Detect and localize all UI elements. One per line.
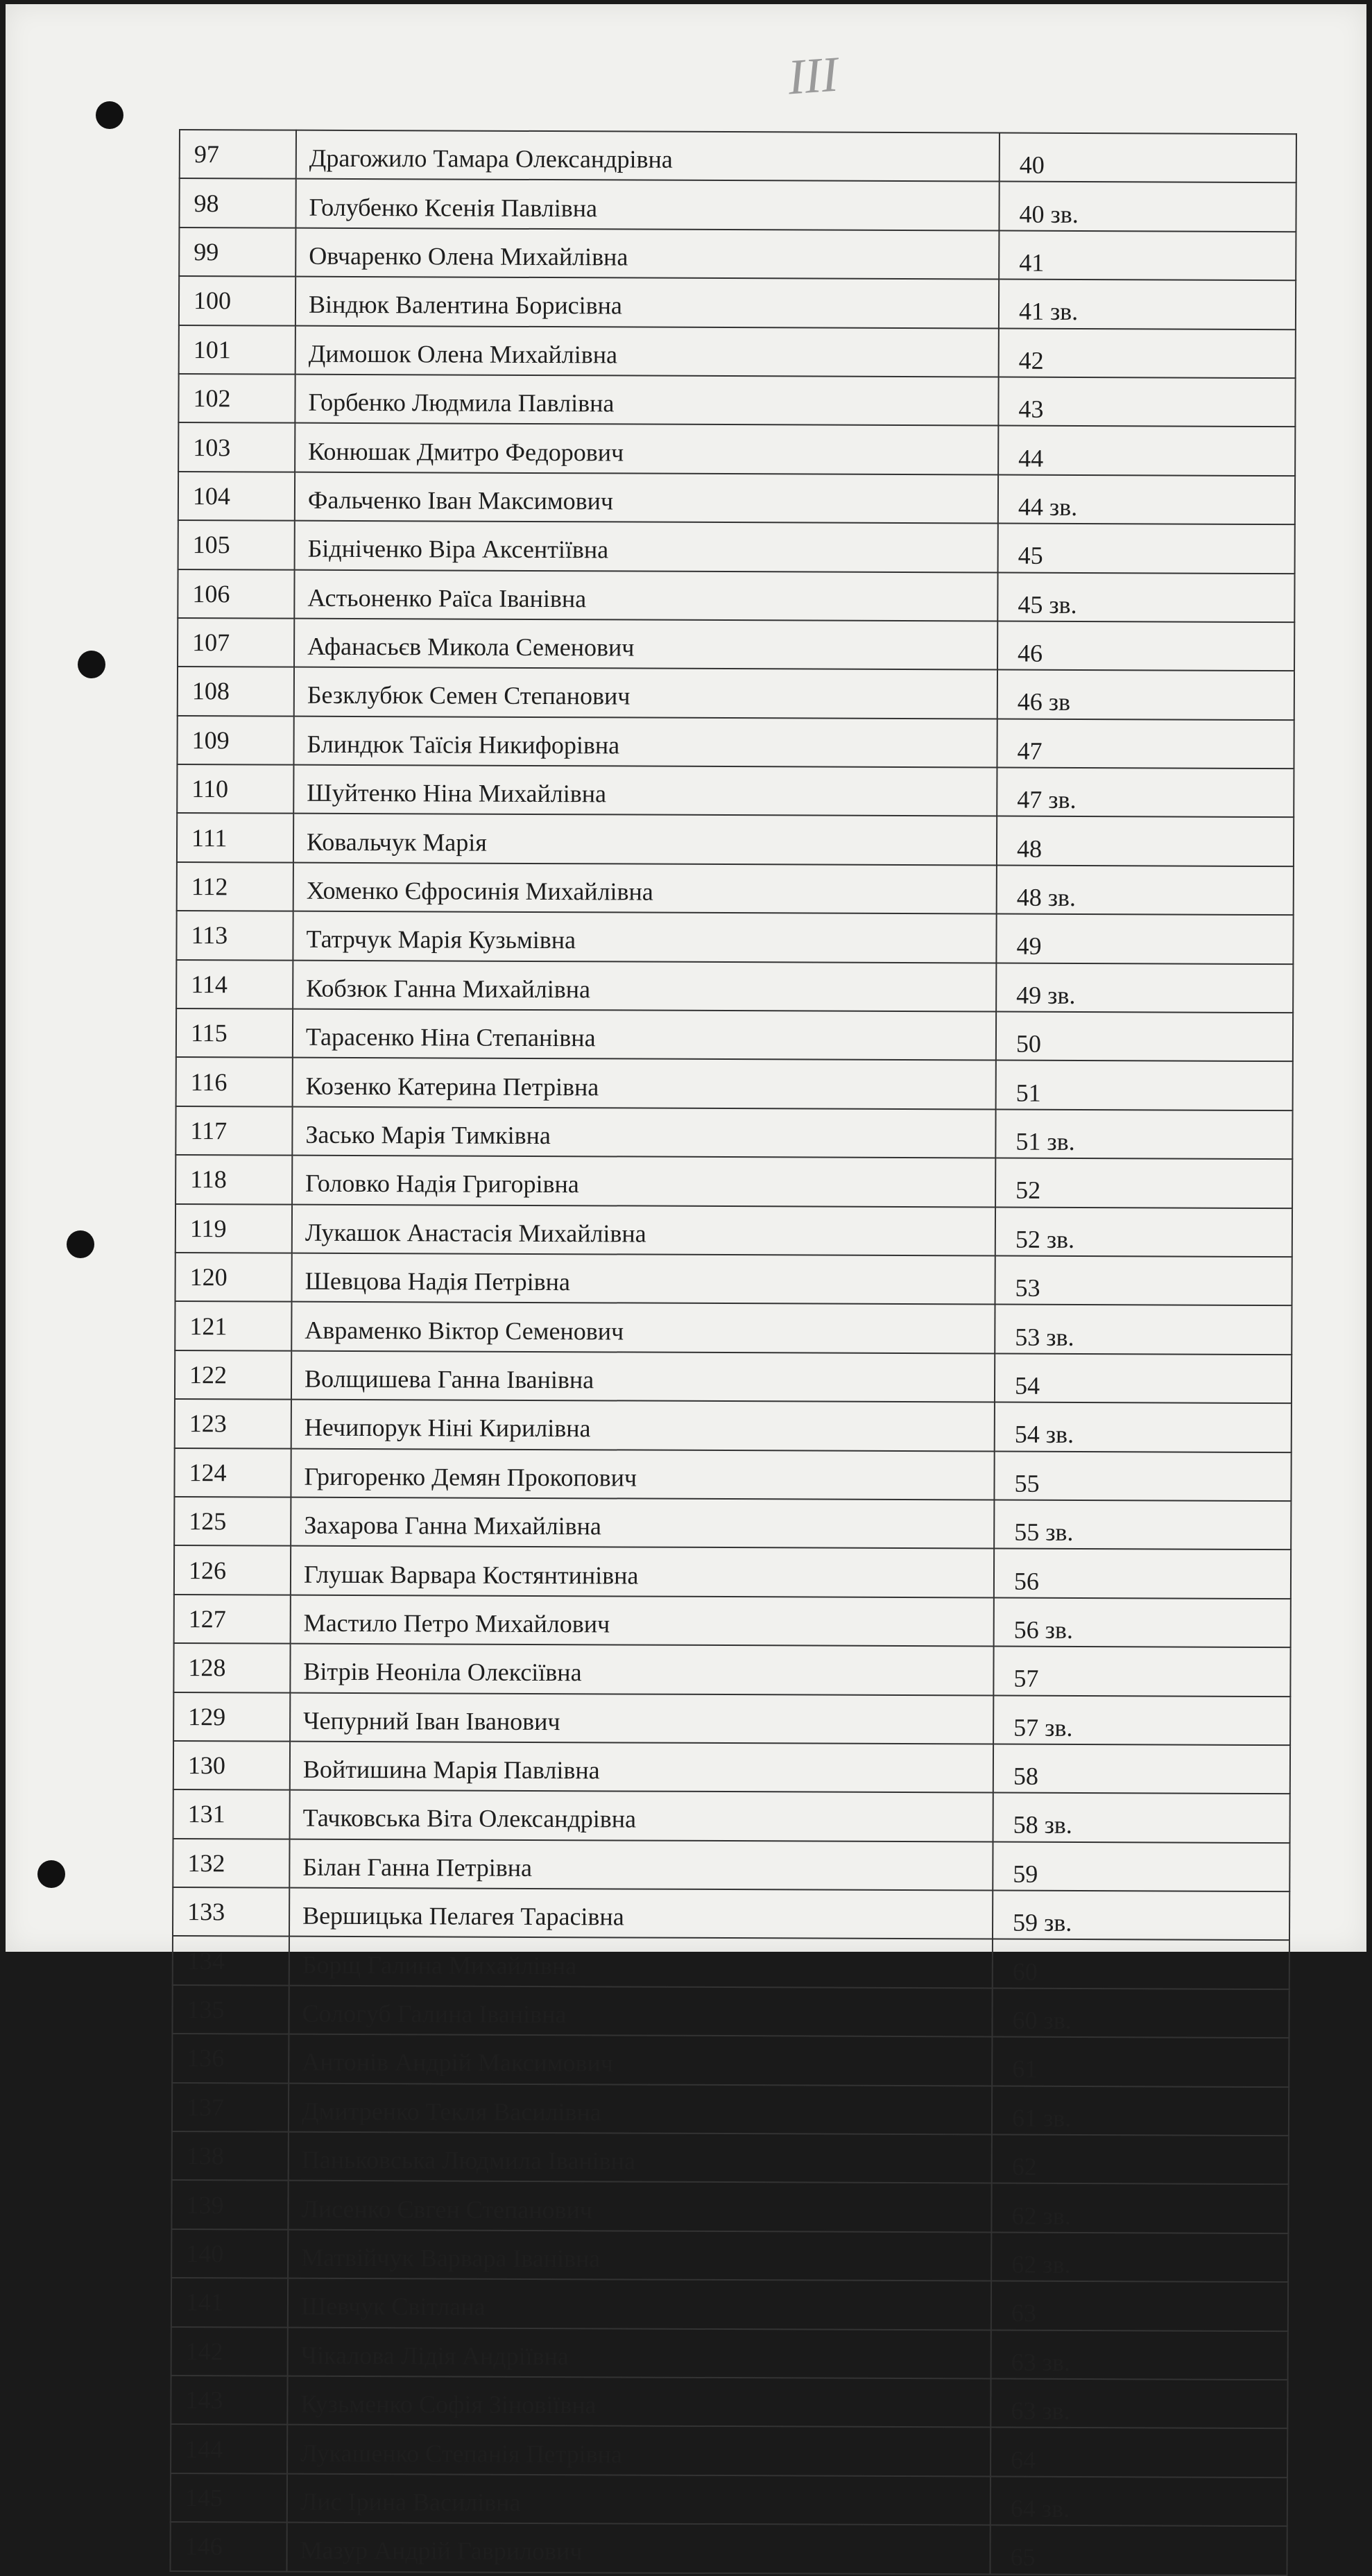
burial-register-table bbox=[169, 129, 1297, 2576]
row-number: 133 bbox=[173, 1887, 289, 1937]
table-row bbox=[176, 911, 1293, 964]
plot-number: 63 зв. bbox=[991, 2330, 1288, 2380]
person-name: Астьоненко Раїса Іванівна bbox=[294, 569, 997, 621]
row-number: 104 bbox=[178, 472, 295, 521]
row-number: 102 bbox=[178, 374, 295, 423]
row-number: 109 bbox=[177, 716, 293, 765]
table-row bbox=[171, 2327, 1288, 2380]
person-name: Чепурний Іван Іванович bbox=[290, 1692, 993, 1744]
person-name: Шевцова Надія Петрівна bbox=[292, 1253, 995, 1305]
plot-number: 40 зв. bbox=[999, 182, 1296, 232]
table-row bbox=[171, 2278, 1288, 2331]
table-row bbox=[178, 374, 1295, 427]
row-number: 111 bbox=[177, 813, 293, 862]
plot-number: 62 зв. bbox=[991, 2183, 1288, 2233]
table-row bbox=[174, 1497, 1291, 1550]
person-name: Білан Ганна Петрівна bbox=[289, 1839, 993, 1890]
plot-number: 62 зв. bbox=[991, 2232, 1288, 2282]
table-row bbox=[179, 178, 1296, 232]
plot-number: 65 bbox=[990, 2525, 1287, 2575]
row-number: 130 bbox=[173, 1741, 290, 1790]
table-row bbox=[177, 813, 1294, 866]
plot-number: 40 bbox=[1000, 133, 1296, 183]
person-name: Лукашок Анастасія Михайлівна bbox=[292, 1204, 995, 1255]
table-row bbox=[178, 520, 1295, 574]
table-row bbox=[177, 764, 1294, 818]
table-row bbox=[180, 130, 1296, 183]
person-name: Шевчук Світлана bbox=[288, 2278, 991, 2330]
plot-number: 51 зв. bbox=[995, 1109, 1292, 1159]
person-name: Голубенко Ксенія Павлівна bbox=[295, 179, 999, 230]
row-number: 124 bbox=[174, 1448, 291, 1497]
plot-number: 55 bbox=[994, 1451, 1291, 1501]
row-number: 107 bbox=[178, 618, 294, 667]
table-row bbox=[171, 2229, 1288, 2283]
person-name: Татрчук Марія Кузьмівна bbox=[293, 911, 996, 963]
row-number: 114 bbox=[176, 960, 293, 1009]
plot-number: 62 bbox=[992, 2135, 1289, 2185]
row-number: 122 bbox=[175, 1350, 291, 1400]
table-row bbox=[177, 862, 1294, 916]
plot-number: 64 bbox=[991, 2428, 1287, 2478]
person-name: Кобзюк Ганна Михайлівна bbox=[293, 960, 996, 1011]
row-number: 99 bbox=[179, 227, 295, 277]
punch-hole bbox=[37, 1860, 65, 1888]
table-row bbox=[175, 1106, 1292, 1160]
plot-number: 44 зв. bbox=[998, 474, 1295, 524]
row-number: 128 bbox=[173, 1643, 290, 1692]
row-number: 116 bbox=[176, 1057, 293, 1106]
plot-number: 53 зв. bbox=[995, 1305, 1292, 1355]
person-name: Мазур Андрій Гаврилович bbox=[286, 2523, 990, 2574]
table-row bbox=[175, 1155, 1292, 1208]
row-number: 125 bbox=[174, 1497, 291, 1546]
person-name: Сологуб Галина Іванівна bbox=[289, 1985, 992, 2036]
person-name: Віндюк Валентина Борисівна bbox=[295, 277, 999, 328]
person-name: Лисенко Євген Степанович bbox=[288, 2181, 991, 2232]
table-row bbox=[173, 1643, 1290, 1697]
table-row bbox=[176, 1057, 1293, 1110]
page-mark: III bbox=[786, 46, 840, 105]
table-row bbox=[173, 1887, 1289, 1941]
plot-number: 54 bbox=[995, 1353, 1292, 1403]
person-name: Чікалова Лідія Андріївна bbox=[288, 2327, 991, 2378]
plot-number: 53 bbox=[995, 1256, 1292, 1306]
row-number: 136 bbox=[172, 2034, 289, 2083]
table-row bbox=[173, 1741, 1290, 1794]
table-row bbox=[178, 422, 1295, 476]
row-number: 113 bbox=[176, 911, 293, 960]
person-name: Хоменко Єфросинія Михайлівна bbox=[293, 863, 997, 914]
row-number: 121 bbox=[175, 1301, 291, 1350]
row-number: 112 bbox=[177, 862, 293, 911]
plot-number: 63 bbox=[991, 2281, 1288, 2331]
row-number: 120 bbox=[175, 1253, 292, 1302]
row-number: 110 bbox=[177, 764, 293, 814]
table-row bbox=[179, 276, 1296, 329]
person-name: Конюшак Дмитро Федорович bbox=[295, 423, 998, 474]
plot-number: 54 зв. bbox=[995, 1402, 1292, 1452]
person-name: Вершицька Пелагея Тарасівна bbox=[289, 1888, 993, 1939]
row-number: 105 bbox=[178, 520, 295, 569]
row-number: 143 bbox=[171, 2376, 287, 2425]
row-number: 118 bbox=[175, 1155, 292, 1204]
plot-number: 50 bbox=[996, 1012, 1293, 1062]
person-name: Глушак Варвара Костянтинівна bbox=[291, 1546, 994, 1597]
table-row bbox=[170, 2522, 1287, 2575]
row-number: 98 bbox=[179, 178, 295, 227]
table-row bbox=[173, 1692, 1290, 1745]
person-name: Тарасенко Ніна Степанівна bbox=[293, 1009, 996, 1061]
plot-number: 51 bbox=[996, 1061, 1293, 1110]
plot-number: 60 зв. bbox=[992, 1988, 1289, 2038]
plot-number: 49 bbox=[996, 914, 1293, 964]
row-number: 123 bbox=[175, 1399, 291, 1448]
row-number: 117 bbox=[175, 1106, 292, 1156]
plot-number: 59 зв. bbox=[993, 1891, 1289, 1941]
person-name: Войтишина Марія Павлівна bbox=[290, 1742, 993, 1793]
table-row bbox=[175, 1253, 1292, 1306]
table-row bbox=[176, 960, 1293, 1013]
table-row bbox=[171, 2424, 1287, 2478]
table-row bbox=[174, 1448, 1291, 1502]
table-row bbox=[172, 2083, 1289, 2136]
row-number: 119 bbox=[175, 1204, 292, 1253]
table-row bbox=[175, 1399, 1292, 1452]
person-name: Афанасьєв Микола Семенович bbox=[294, 619, 997, 670]
person-name: Дмитренко Текля Василівна bbox=[289, 2083, 992, 2134]
person-name: Борщ Галина Михайлівна bbox=[289, 1937, 993, 1988]
row-number: 100 bbox=[179, 276, 295, 325]
plot-number: 61 зв. bbox=[992, 2086, 1289, 2136]
plot-number: 48 зв. bbox=[997, 865, 1294, 915]
plot-number: 43 bbox=[998, 377, 1295, 427]
table-row bbox=[178, 667, 1294, 720]
person-name: Антонів Андрій Максимович bbox=[289, 2034, 992, 2086]
plot-number: 60 bbox=[993, 1939, 1289, 1989]
table-row bbox=[174, 1595, 1291, 1648]
table-row bbox=[178, 472, 1295, 525]
row-number: 139 bbox=[171, 2180, 288, 2229]
table-row bbox=[173, 1936, 1289, 1989]
table-row bbox=[176, 1008, 1293, 1062]
table-row bbox=[174, 1545, 1291, 1599]
row-number: 129 bbox=[173, 1692, 290, 1741]
plot-number: 57 зв. bbox=[993, 1695, 1290, 1745]
person-name: Безклубюк Семен Степанович bbox=[294, 667, 997, 719]
person-name: Козенко Катерина Петрівна bbox=[293, 1058, 996, 1109]
row-number: 145 bbox=[171, 2473, 287, 2523]
table-row bbox=[171, 2376, 1287, 2429]
row-number: 138 bbox=[172, 2131, 289, 2181]
row-number: 106 bbox=[178, 569, 294, 619]
person-name: Лукашенко Степанія Петрівна bbox=[287, 2425, 991, 2476]
table-row bbox=[175, 1204, 1292, 1257]
person-name: Овчаренко Олена Михайлівна bbox=[295, 227, 999, 279]
person-name: Фальченко Іван Максимович bbox=[295, 472, 998, 523]
person-name: Блиндюк Таїсія Никифорівна bbox=[293, 716, 997, 767]
punch-hole bbox=[78, 651, 105, 678]
person-name: Шуйтенко Ніна Михайлівна bbox=[293, 765, 997, 816]
row-number: 140 bbox=[171, 2229, 288, 2278]
plot-number: 44 bbox=[998, 426, 1295, 476]
person-name: Нечипорук Ніні Кирилівна bbox=[291, 1400, 995, 1451]
row-number: 144 bbox=[171, 2424, 287, 2473]
row-number: 127 bbox=[174, 1595, 291, 1644]
table-row bbox=[178, 618, 1294, 671]
table-row bbox=[171, 2180, 1288, 2233]
table-row bbox=[171, 2473, 1287, 2527]
person-name: Матвійчук Варвара Іванівна bbox=[288, 2229, 991, 2281]
row-number: 146 bbox=[170, 2522, 286, 2571]
plot-number: 46 зв bbox=[997, 670, 1294, 720]
plot-number: 56 bbox=[994, 1549, 1291, 1599]
person-name: Ковальчук Марія bbox=[293, 814, 997, 865]
person-name: Вітрів Неоніла Олексіївна bbox=[290, 1644, 993, 1695]
row-number: 134 bbox=[173, 1936, 289, 1985]
table-row bbox=[179, 325, 1296, 379]
person-name: Бідніченко Віра Аксентіївна bbox=[295, 521, 998, 572]
row-number: 115 bbox=[176, 1008, 293, 1058]
row-number: 103 bbox=[178, 422, 295, 472]
row-number: 126 bbox=[174, 1545, 291, 1595]
row-number: 101 bbox=[179, 325, 295, 375]
plot-number: 47 зв. bbox=[997, 768, 1294, 818]
row-number: 142 bbox=[171, 2327, 288, 2376]
row-number: 141 bbox=[171, 2278, 288, 2327]
plot-number: 47 bbox=[997, 719, 1294, 768]
plot-number: 58 зв. bbox=[993, 1793, 1290, 1843]
person-name: Григоренко Демян Прокопович bbox=[291, 1448, 994, 1500]
table-row bbox=[172, 2131, 1289, 2185]
plot-number: 41 зв. bbox=[999, 280, 1296, 329]
person-name: Авраменко Віктор Семенович bbox=[291, 1302, 995, 1353]
table-row bbox=[177, 716, 1294, 769]
person-name: Головко Надія Григорівна bbox=[292, 1156, 995, 1207]
plot-number: 49 зв. bbox=[996, 963, 1293, 1013]
plot-number: 52 bbox=[995, 1158, 1292, 1208]
plot-number: 42 bbox=[999, 328, 1296, 378]
person-name: Драгожило Тамара Олександрівна bbox=[296, 130, 1000, 182]
plot-number: 63 зв. bbox=[991, 2378, 1287, 2428]
row-number: 135 bbox=[172, 1985, 289, 2034]
table-row bbox=[172, 1985, 1289, 2038]
person-name: Паньковська Людмила Іванівна bbox=[289, 2132, 992, 2183]
person-name: Кузьменко Софія Зіновіївна bbox=[287, 2376, 991, 2428]
table-row bbox=[178, 569, 1294, 623]
person-name: Тачковська Віта Олександрівна bbox=[290, 1790, 993, 1841]
person-name: Лис Ірина Василівна bbox=[287, 2473, 991, 2525]
table-row bbox=[173, 1839, 1289, 1892]
plot-number: 59 bbox=[993, 1841, 1289, 1891]
table-row bbox=[179, 227, 1296, 281]
person-name: Мастило Петро Михайлович bbox=[291, 1595, 994, 1646]
person-name: Захарова Ганна Михайлівна bbox=[291, 1497, 994, 1549]
punch-hole bbox=[96, 101, 123, 129]
plot-number: 46 bbox=[997, 621, 1294, 671]
person-name: Волщишева Ганна Іванівна bbox=[291, 1350, 995, 1402]
plot-number: 57 bbox=[993, 1647, 1290, 1697]
plot-number: 45 зв. bbox=[997, 572, 1294, 622]
punch-hole bbox=[67, 1230, 94, 1258]
plot-number: 61 bbox=[992, 2037, 1289, 2087]
row-number: 131 bbox=[173, 1789, 290, 1839]
plot-number: 64 зв. bbox=[991, 2476, 1287, 2526]
plot-number: 52 зв. bbox=[995, 1207, 1292, 1257]
plot-number: 55 зв. bbox=[994, 1500, 1291, 1549]
plot-number: 48 bbox=[997, 816, 1294, 866]
table-row bbox=[172, 2034, 1289, 2087]
register-body bbox=[170, 130, 1296, 2575]
row-number: 97 bbox=[180, 130, 296, 179]
person-name: Горбенко Людмила Павлівна bbox=[295, 375, 998, 426]
row-number: 132 bbox=[173, 1839, 289, 1888]
table-row bbox=[173, 1789, 1290, 1843]
document-page bbox=[6, 4, 1366, 2572]
table-row bbox=[175, 1301, 1292, 1355]
row-number: 108 bbox=[178, 667, 294, 716]
person-name: Засько Марія Тимківна bbox=[292, 1106, 995, 1158]
plot-number: 56 зв. bbox=[994, 1597, 1291, 1647]
plot-number: 41 bbox=[999, 230, 1296, 280]
row-number: 137 bbox=[172, 2083, 289, 2132]
plot-number: 58 bbox=[993, 1744, 1290, 1794]
person-name: Димошок Олена Михайлівна bbox=[295, 325, 999, 377]
table-row bbox=[175, 1350, 1292, 1404]
plot-number: 45 bbox=[998, 524, 1295, 574]
